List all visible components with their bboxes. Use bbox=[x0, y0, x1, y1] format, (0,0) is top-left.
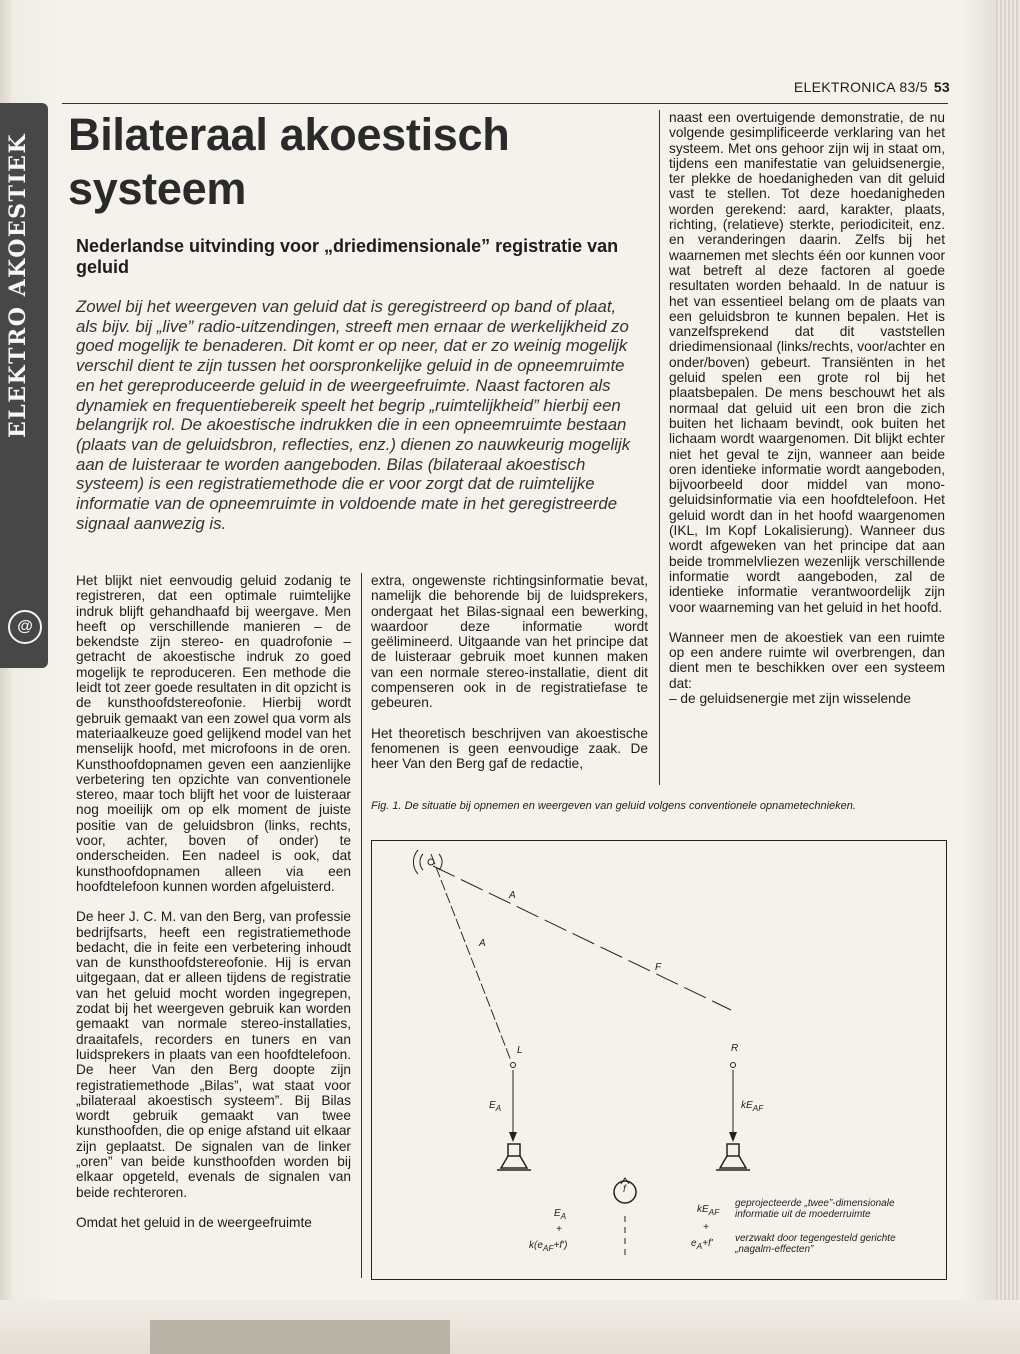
page-number: 53 bbox=[933, 79, 950, 95]
path-to-right-mic bbox=[433, 866, 731, 1010]
note-projected-information: geprojecteerde „twee”-dimensionale informatie uit de moederruimte bbox=[735, 1198, 895, 1220]
magazine-logo-icon: @ bbox=[8, 610, 42, 644]
column-right bbox=[669, 110, 945, 721]
magazine-issue: ELEKTRONICA 83/5 bbox=[793, 79, 928, 95]
paragraph: De heer J. C. M. van den Berg, van professie bedrijfsarts, heeft een registratiemethode bedacht, die in feite een verbetering inhoudt van de kunsthoofdstereofonie. Hij is ervan uitgegaan, dat er alleen tijdens de registratie van het geluid mocht worden ingegrepen, zodat bij het weergeven gebruik kan worden gemaakt van normale stereo-installaties, draaitafels, recorders en tuners en van luidsprekers in plaats van een hoofdtelefoon. De heer Van den Berg doopte zijn registratiemethode „Bilas”, wat staat voor „bilateraal akoestisch systeem”. Bij Bilas wordt gebruik gemaakt van twee kunsthoofden, die op enige afstand uit elkaar zijn geplaatst. De signalen van de linker „oren” van beide kunsthoofden worden bij elkaar opgeteld, evenals de signalen van beide rechteroren. bbox=[76, 909, 351, 1200]
path-to-left-mic bbox=[431, 854, 511, 1061]
paragraph: Wanneer men de akoestiek van een ruimte op een andere ruimte wil overbrengen, dan dient men te beschikken over een systeem dat: bbox=[669, 629, 945, 691]
paragraph: Omdat het geluid in de weergeefruimte bbox=[76, 1214, 312, 1230]
label-l: L bbox=[517, 1045, 523, 1056]
label-left-plus: + bbox=[556, 1224, 562, 1235]
label-right-sum: $e_A+f'$ bbox=[691, 1238, 713, 1251]
running-header bbox=[765, 79, 950, 99]
section-label: ELEKTRO AKOESTIEK bbox=[5, 132, 31, 438]
column-middle bbox=[371, 573, 648, 787]
article-subtitle: Nederlandse uitvinding voor „driedimensionale” registratie van geluid bbox=[76, 236, 619, 277]
paragraph: Het theoretisch beschrijven van akoestische fenomenen is geen eenvoudige zaak. De heer Van den Berg gaf de redactie, bbox=[371, 725, 648, 772]
label-right-keaf: $kE_{AF}$ bbox=[697, 1204, 720, 1217]
label-left-ea: $E_A$ bbox=[554, 1208, 567, 1221]
paragraph: Het blijkt niet eenvoudig geluid zodanig te registreren, dat een optimale ruimtelijke indruk blijft gehandhaafd bij weergave. Men heeft op verschillende manieren – de bekendste zijn stereo- en quadrofonie – getracht de akoestische indruk zo goed mogelijk te reproduceren. Een methode die leidt tot zeer goede resultaten in dit opzicht is de kunsthoofdstereofonie. Hierbij wordt gebruik gemaakt van een zowel qua vorm als materiaalkeuze goed gelijkend model van het menselijk hoofd, met microfoons in de oren. Kunsthoofdopnamen geven een aanzienlijke verbetering ten opzichte van conventionele stereo, maar toch blijft het voor de luisteraar nog moeilijk om op elk moment de juiste positie van de geluidsbron (links, rechts, voor, achter, boven of onder) te onderscheiden. Een nadeel is ook, dat kunsthoofdopnamen alleen via een hoofdtelefoon kunnen worden afgeluisterd. bbox=[76, 573, 351, 894]
left-loudspeaker-icon bbox=[497, 1144, 531, 1170]
label-left-sum: $k(e_{AF}+f')$ bbox=[529, 1240, 568, 1253]
right-arrowhead bbox=[729, 1132, 737, 1142]
header-rule bbox=[62, 103, 948, 104]
label-right-plus: + bbox=[703, 1222, 709, 1233]
paragraph: extra, ongewenste richtingsinformatie bevat, namelijk die behorende bij de luidsprekers, ondergaat het Bilas-signaal een bewerking, waardoor deze informatie wordt geëlimineerd. Uitgaande van het principe dat de luisteraar gebruik moet kunnen maken van een normale stereo-installatie, dient dit compenseren ook in de registratiefase te gebeuren. bbox=[371, 573, 648, 711]
page-bottom-shadow bbox=[150, 1320, 450, 1354]
article-intro: Zowel bij het weergeven van geluid dat is geregistreerd op band of plaat, als bijv. bij „live” radio-uitzendingen, streeft men ernaar de werkelijkheid zo goed mogelijk te benaderen. Dit komt er op neer, dat er zo weinig mogelijk verschil dient te zijn tussen het oorspronkelijke geluid in de opneemruimte en het gereproduceerde geluid in de weergeefruimte. Naast factoren als dynamiek en frequentiebereik speelt het begrip „ruimtelijkheid” hierbij een belangrijk rol. De akoestische indrukken die in een opneemruimte bestaan (plaats van de geluidsbron, reflecties, enz.) dienen zo nauwkeurig mogelijk aan de luisteraar te worden aangeboden. Bilas (bilateraal akoestisch systeem) is een registratiemethode die er voor zorgt dat de ruimtelijke informatie van de opneemruimte in voldoende mate in het geregistreerde signaal aanwezig is. bbox=[76, 297, 631, 533]
column-left bbox=[76, 573, 351, 1245]
label-f-ear: f bbox=[623, 1184, 626, 1195]
page-edge bbox=[996, 0, 1020, 1354]
label-ea: $E_A$ bbox=[489, 1100, 502, 1113]
paragraph: – de geluidsenergie met zijn wisselende bbox=[669, 690, 911, 706]
figure-1 bbox=[371, 840, 947, 1280]
paragraph: naast een overtuigende demonstratie, de nu volgende gesimplificeerde verklaring van het systeem. Met ons gehoor zijn wij in staat om, tijdens een manifestatie van geluidsenergie, ter plekke de hoedanigheden van dit geluid vast te stellen. Tot deze hoedanigheden worden gerekend: aard, karakter, plaats, richting, (relatieve) sterkte, periodiciteit, enz. en veranderingen daarin. Zelfs bij het waarnemen met slechts één oor kunnen voor wat betreft al deze factoren al goede resultaten worden behaald. In de natuur is het van essentieel belang om de plaats van een geluidsbron te kunnen bepalen. Het is vanzelfsprekend dat dit vaststellen driedimensionaal (links/rechts, voor/achter en onder/boven) gebeurt. Transiënten in het geluid spelen een grote rol bij het plaatsbepalen. De mens beschouwt het als normaal dat geluid uit een bron die zich buiten het lichaam bevindt, ook buiten het lichaam wordt waargenomen. Dit blijkt echter niet het geval te zijn, wanneer aan beide oren identieke informatie wordt aangeboden, bijvoorbeeld door middel van mono-geluidsinformatie via een hoofdtelefoon. Het geluid wordt dan in het hoofd waargenomen (IKL, Im Kopf Lokalisierung). Wanneer dus wordt afgeweken van het principe dat aan beide trommelvliezen wezenlijk verschillende informatie wordt aangeboden, zal de identieke informatie verantwoordelijk zijn voor waarneming van het geluid in het hoofd. bbox=[669, 110, 945, 615]
right-microphone-icon bbox=[731, 1063, 736, 1068]
label-a-top: A bbox=[509, 890, 516, 901]
left-arrowhead bbox=[509, 1132, 517, 1142]
column-divider bbox=[361, 573, 362, 1278]
label-keaf: $kE_{AF}$ bbox=[741, 1100, 764, 1113]
figure-caption: Fig. 1. De situatie bij opnemen en weergeven van geluid volgens conventionele opnametechnieken. bbox=[371, 800, 856, 812]
note-reverb-effects: verzwakt door tegengesteld gerichte „nagalm-effecten” bbox=[735, 1233, 896, 1255]
right-loudspeaker-icon bbox=[716, 1144, 750, 1170]
label-r: R bbox=[731, 1043, 739, 1054]
column-divider bbox=[659, 110, 660, 785]
label-f: F bbox=[655, 962, 662, 973]
label-a-left: A bbox=[479, 938, 486, 949]
left-microphone-icon bbox=[511, 1063, 516, 1068]
article-title: Bilateraal akoestisch systeem bbox=[68, 109, 510, 214]
